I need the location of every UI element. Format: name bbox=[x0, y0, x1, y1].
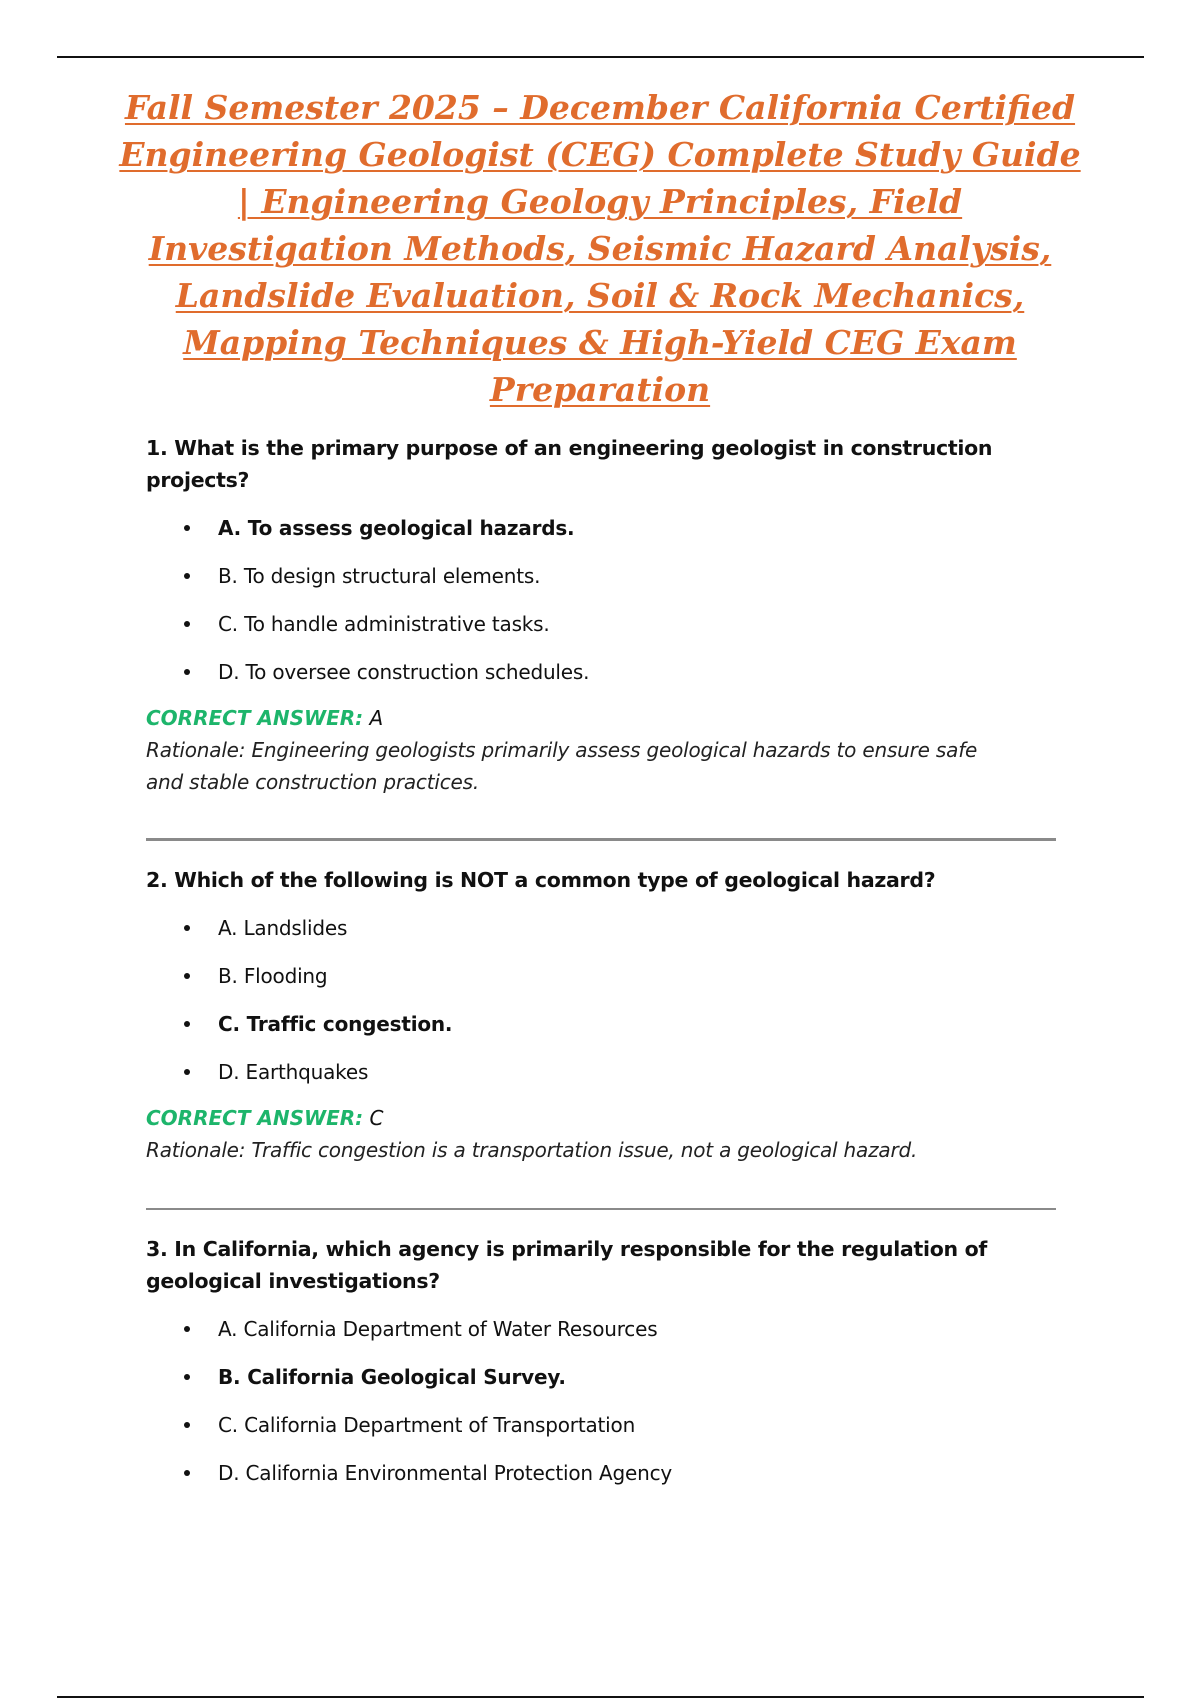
title-line: Fall Semester 2025 – December California Certified bbox=[124, 88, 1076, 127]
title-line: Landslide Evaluation, Soil & Rock Mechanics, bbox=[175, 276, 1025, 315]
options-list bbox=[146, 1305, 1066, 1497]
title-line: Engineering Geologist (CEG) Complete Study Guide bbox=[119, 135, 1081, 174]
correct-answer-value: C bbox=[369, 1106, 384, 1130]
question-2 bbox=[146, 864, 1066, 1166]
page-top-rule bbox=[57, 56, 1144, 58]
option-a: A. Landslides bbox=[146, 904, 1066, 952]
question-text: 2. Which of the following is NOT a common type of geological hazard? bbox=[146, 868, 936, 892]
option-b: B. To design structural elements. bbox=[146, 552, 1066, 600]
title-line: Investigation Methods, Seismic Hazard Analysis, bbox=[148, 229, 1052, 268]
correct-answer-value: A bbox=[369, 706, 384, 730]
option-c: C. California Department of Transportation bbox=[146, 1401, 1066, 1449]
rationale: Rationale: Traffic congestion is a transportation issue, not a geological hazard. bbox=[146, 1138, 918, 1162]
rationale: Rationale: Engineering geologists primarily assess geological hazards to ensure safe and stable construction practices. bbox=[146, 738, 978, 794]
option-b-correct: B. California Geological Survey. bbox=[146, 1353, 1066, 1401]
title-line: Preparation bbox=[489, 370, 711, 409]
correct-answer bbox=[146, 1102, 1066, 1134]
options-list bbox=[146, 504, 1066, 696]
option-d: D. Earthquakes bbox=[146, 1048, 1066, 1096]
options-list bbox=[146, 904, 1066, 1096]
option-d: D. California Environmental Protection Agency bbox=[146, 1449, 1066, 1497]
correct-answer-label: CORRECT ANSWER: bbox=[146, 706, 364, 730]
option-b: B. Flooding bbox=[146, 952, 1066, 1000]
title-line: Mapping Techniques & High-Yield CEG Exam bbox=[183, 323, 1017, 362]
question-text: 1. What is the primary purpose of an engineering geologist in construction projects? bbox=[146, 436, 993, 492]
option-c-correct: C. Traffic congestion. bbox=[146, 1000, 1066, 1048]
option-d: D. To oversee construction schedules. bbox=[146, 648, 1066, 696]
page-bottom-rule bbox=[57, 1696, 1144, 1698]
option-a: A. California Department of Water Resources bbox=[146, 1305, 1066, 1353]
section-divider bbox=[146, 838, 1056, 841]
correct-answer-label: CORRECT ANSWER: bbox=[146, 1106, 364, 1130]
question-text: 3. In California, which agency is primarily responsible for the regulation of geological investigations? bbox=[146, 1237, 988, 1293]
question-3 bbox=[146, 1233, 1066, 1497]
question-1 bbox=[146, 432, 1066, 798]
title-line: | Engineering Geology Principles, Field bbox=[237, 182, 963, 221]
correct-answer bbox=[146, 702, 1066, 734]
section-divider bbox=[146, 1208, 1056, 1210]
option-a-correct: A. To assess geological hazards. bbox=[146, 504, 1066, 552]
option-c: C. To handle administrative tasks. bbox=[146, 600, 1066, 648]
document-title bbox=[110, 84, 1090, 413]
